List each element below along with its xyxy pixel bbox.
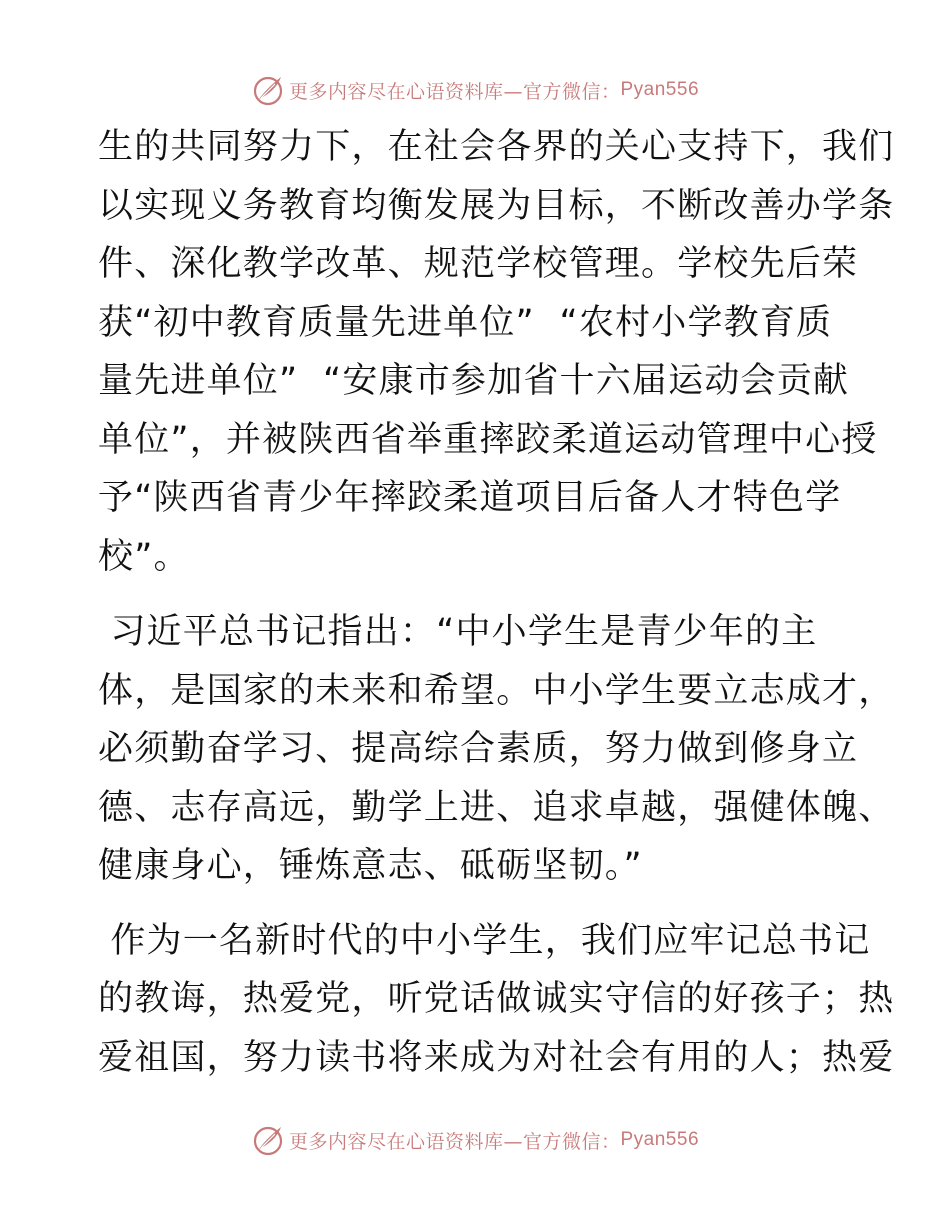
text-line: 的教诲，热爱党，听党话做诚实守信的好孩子；热 — [98, 979, 895, 1019]
footer-watermark — [0, 1120, 950, 1160]
watermark-wechat-id: Pyan556 — [620, 1129, 700, 1150]
text-line: 以实现义务教育均衡发展为目标，不断改善办学条 — [98, 185, 895, 226]
text-line: 作为一名新时代的中小学生，我们应牢记总书记 — [98, 920, 871, 961]
quill-circle-logo-icon — [251, 1123, 285, 1157]
watermark-text: 更多内容尽在心语资料库—官方微信： — [288, 80, 621, 103]
text-line: 必须勤奋学习、提高综合素质，努力做到修身立 — [98, 729, 859, 769]
header-watermark — [0, 70, 950, 110]
text-line: 件、深化教学改革、规范学校管理。学校先后荣 — [98, 244, 859, 284]
watermark-wechat-id: Pyan556 — [620, 79, 700, 100]
document-body — [98, 118, 895, 1087]
paragraph — [98, 118, 895, 586]
quill-circle-logo-icon — [251, 73, 285, 107]
text-line: 习近平总书记指出：“中小学生是青少年的主 — [98, 612, 818, 652]
text-line: 德、志存高远，勤学上进、追求卓越，强健体魄、 — [98, 787, 895, 828]
text-line: 予“陕西省青少年摔跤柔道项目后备人才特色学 — [98, 478, 842, 518]
text-line: 单位”，并被陕西省举重摔跤柔道运动管理中心授 — [98, 419, 878, 460]
text-line: 量先进单位” “安康市参加省十六届运动会贡献 — [98, 361, 850, 401]
text-line: 爱祖国，努力读书将来成为对社会有用的人；热爱 — [98, 1037, 895, 1078]
text-line: 健康身心，锤炼意志、砥砺坚韧。” — [98, 846, 643, 886]
text-line: 校”。 — [98, 536, 190, 577]
text-line: 体，是国家的未来和希望。中小学生要立志成才， — [98, 670, 895, 711]
paragraph — [98, 603, 895, 896]
text-line: 获“初中教育质量先进单位” “农村小学教育质 — [98, 302, 833, 343]
text-line: 生的共同努力下，在社会各界的关心支持下，我们 — [98, 127, 895, 167]
watermark-text: 更多内容尽在心语资料库—官方微信： — [288, 1130, 621, 1153]
paragraph — [98, 912, 895, 1088]
